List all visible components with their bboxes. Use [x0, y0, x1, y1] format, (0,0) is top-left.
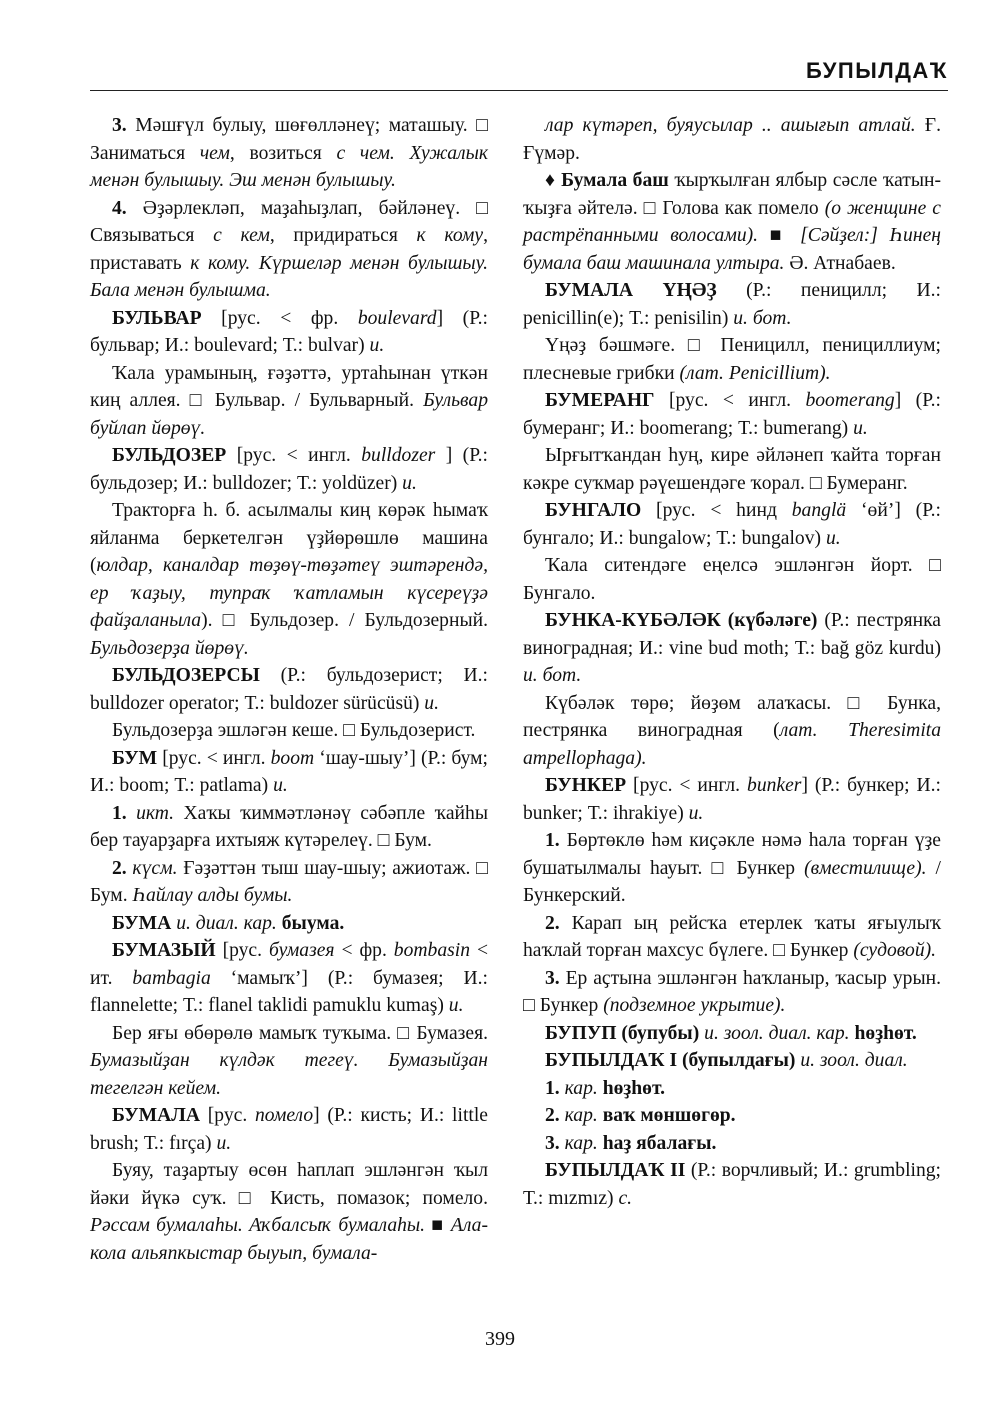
right-column	[523, 112, 941, 1212]
dictionary-paragraph: БУПЫЛДАҠ II (Р.: ворчливый; И.: grumbling; Т.: mızmız) с.	[523, 1160, 941, 1209]
dictionary-paragraph: БУНКА-КҮБӘЛӘК (күбәләге) (Р.: пестрянка виноградная; И.: vine bud moth; Т.: bağ göz kurdu) и. бот.	[523, 610, 942, 686]
dictionary-paragraph: БУМАЛА [рус. помело] (Р.: кисть; И.: little brush; Т.: fırça) и.	[90, 1105, 488, 1154]
dictionary-paragraph: БУНКЕР [рус. < ингл. bunker] (Р.: бункер; И.: bunker; Т.: ihrakiye) и.	[523, 775, 941, 824]
left-column	[90, 112, 488, 1267]
dictionary-paragraph: Буяу, таҙартыу өсөн һаплап эшләнгән ҡыл йәки йүкә суҡ. □ Кисть, помазок; помело. Рәссам бумалаһы. Аҡбалсыҡ бумалаһы. ■ Ала-кола альяпкыстар быуып, бумала-	[90, 1160, 488, 1264]
dictionary-paragraph: БУЛЬВАР [рус. < фр. boulevard] (Р.: бульвар; И.: boulevard; Т.: bulvar) и.	[90, 307, 488, 356]
dictionary-paragraph: БУМАЗЫЙ [рус. бумазея < фр. bombasin < ит. bambagia ‘мамыҡ’] (Р.: бумазея; И.: flannelette; Т.: flanel taklidi pamuklu kumaş) и.	[90, 940, 489, 1016]
dictionary-paragraph: БУМА и. диал. кар. быума.	[112, 912, 345, 934]
running-head-word: БУПЫЛДАҠ	[805, 58, 948, 83]
dictionary-paragraph: БУПЫЛДАҠ I (бупылдағы) и. зоол. диал.	[545, 1050, 908, 1071]
dictionary-paragraph: БУНГАЛО [рус. < һинд banglä ‘өй’] (Р.: бунгало; И.: bungalow; Т.: bungalov) и.	[523, 500, 941, 549]
dictionary-paragraph: 3. Мәшғүл булыу, шөғөлләнеү; маташыу. □ Заниматься чем, возиться с чем. Хужалык менән булышыу. Эш менән булышыу.	[90, 115, 489, 191]
dictionary-paragraph: БУЛЬДОЗЕР [рус. < ингл. bulldozer ] (Р.: бульдозер; И.: bulldozer; Т.: yoldüzer) и.	[90, 445, 489, 494]
dictionary-paragraph: Күбәләк төрө; йөҙөм алаҡасы. □ Бунка, пестрянка виноградная (лат. Theresimita ampellophaga).	[523, 692, 941, 769]
dictionary-paragraph: БУПУП (бупубы) и. зоол. диал. кар. һөҙһөт.	[545, 1022, 917, 1044]
dictionary-paragraph: БУМАЛА ҮҢӘҘ (Р.: пеницилл; И.: penicillin(e); Т.: penisilin) и. бот.	[523, 280, 941, 329]
running-header	[90, 58, 948, 91]
dictionary-paragraph: Ҡала ситендәге еңелсә эшләнгән йорт. □ Бунгало.	[523, 555, 941, 604]
dictionary-paragraph: 3. Ер аҫтына эшләнгән һаҡланыр, ҡасыр урын. □ Бункер (подземное укрытие).	[523, 967, 941, 1016]
dictionary-paragraph: 2. кар. ваҡ мөншөгөр.	[545, 1105, 736, 1126]
dictionary-paragraph: 2. күсм. Ғәҙәттән тыш шау-шыу; ажиотаж. □ Бум. Һайлау алды бумы.	[90, 857, 488, 906]
dictionary-paragraph: 3. кар. һаҙ ябалағы.	[545, 1132, 717, 1154]
dictionary-paragraph: 4. Әҙәрлекләп, маҙаһыҙлап, бәйләнеү. □ Связываться с кем, придираться к кому, приставать к кому. Күршеләр менән булышыу. Бала менән булышма.	[90, 197, 488, 301]
dictionary-paragraph: 2. Карап ың рейсҡа етерлек ҡаты яғыулыҡ һаҡлай торған махсус бүлеге. □ Бункер (судовой).	[523, 912, 941, 961]
dictionary-paragraph: Тракторға һ. б. асылмалы киң көрәк һымаҡ яйланма беркетелгән үҙйөрөшлө машина (юлдар, каналдар төҙөү-төҙәтеү эштәрендә, ер ҡаҙыу, тупраҡ ҡатламын күсереүҙә файҙаланыла). □ Бульдозер. / Бульдозерный. Бульдозерҙа йөрөү.	[90, 500, 488, 659]
dictionary-paragraph: Ҡала урамының, ғәҙәттә, уртаһынан үткән киң аллея. □ Бульвар. / Бульварный. Бульвар буйлап йөрөү.	[90, 362, 488, 439]
dictionary-paragraph: ♦ Бумала баш ҡырҡылған ялбыр сәсле ҡатын-ҡыҙға әйтелә. □ Голова как помело (о женщине с растрёпанными волосами). ■ [Сәйҙел:] Һинең бумала баш машинала ултыра. Ә. Атнабаев.	[523, 170, 942, 274]
dictionary-paragraph: Бульдозерҙа эшләгән кеше. □ Бульдозерист.	[112, 720, 476, 741]
dictionary-paragraph: БУМЕРАНГ [рус. < ингл. boomerang] (Р.: бумеранг; И.: boomerang; Т.: bumerang) и.	[523, 390, 941, 439]
page-number: 399	[485, 1328, 515, 1350]
dictionary-paragraph: БУЛЬДОЗЕРСЫ (Р.: бульдозерист; И.: bulldozer operator; Т.: buldozer sürücüsü) и.	[90, 665, 488, 714]
dictionary-paragraph: 1. Бөртөклө һәм киҫәкле нәмә һала торған үҙе бушатылмалы һауыт. □ Бункер (вместилище). / Бункерский.	[523, 830, 942, 906]
dictionary-paragraph: Ырғытҡандан һуң, кире әйләнеп ҡайта торған кәкре суҡмар рәүешендәге ҡорал. □ Бумеранг.	[523, 445, 941, 494]
dictionary-paragraph: 1. икт. Хаҡы ҡиммәтләнәү сәбәпле ҡайһы бер тауарҙарға ихтыяж күтәрелеү. □ Бум.	[90, 802, 488, 851]
dictionary-paragraph: Бер яғы өбөрөлө мамыҡ туҡыма. □ Бумазея. Бумазыйҙан күлдәк тегеү. Бумазыйҙан тегелгән кейем.	[90, 1022, 488, 1099]
dictionary-paragraph: лар күтәреп, буяусылар .. ашығып атлай. Ғ. Ғүмәр.	[523, 115, 941, 164]
dictionary-paragraph: БУМ [рус. < ингл. boom ‘шау-шыу’] (Р.: бум; И.: boom; Т.: patlama) и.	[90, 747, 488, 796]
dictionary-paragraph: Үңәҙ бәшмәге. □ Пеницилл, пенициллиум; плесневые грибки (лат. Penicillium).	[523, 335, 941, 384]
dictionary-paragraph: 1. кар. һөҙһөт.	[545, 1077, 665, 1099]
